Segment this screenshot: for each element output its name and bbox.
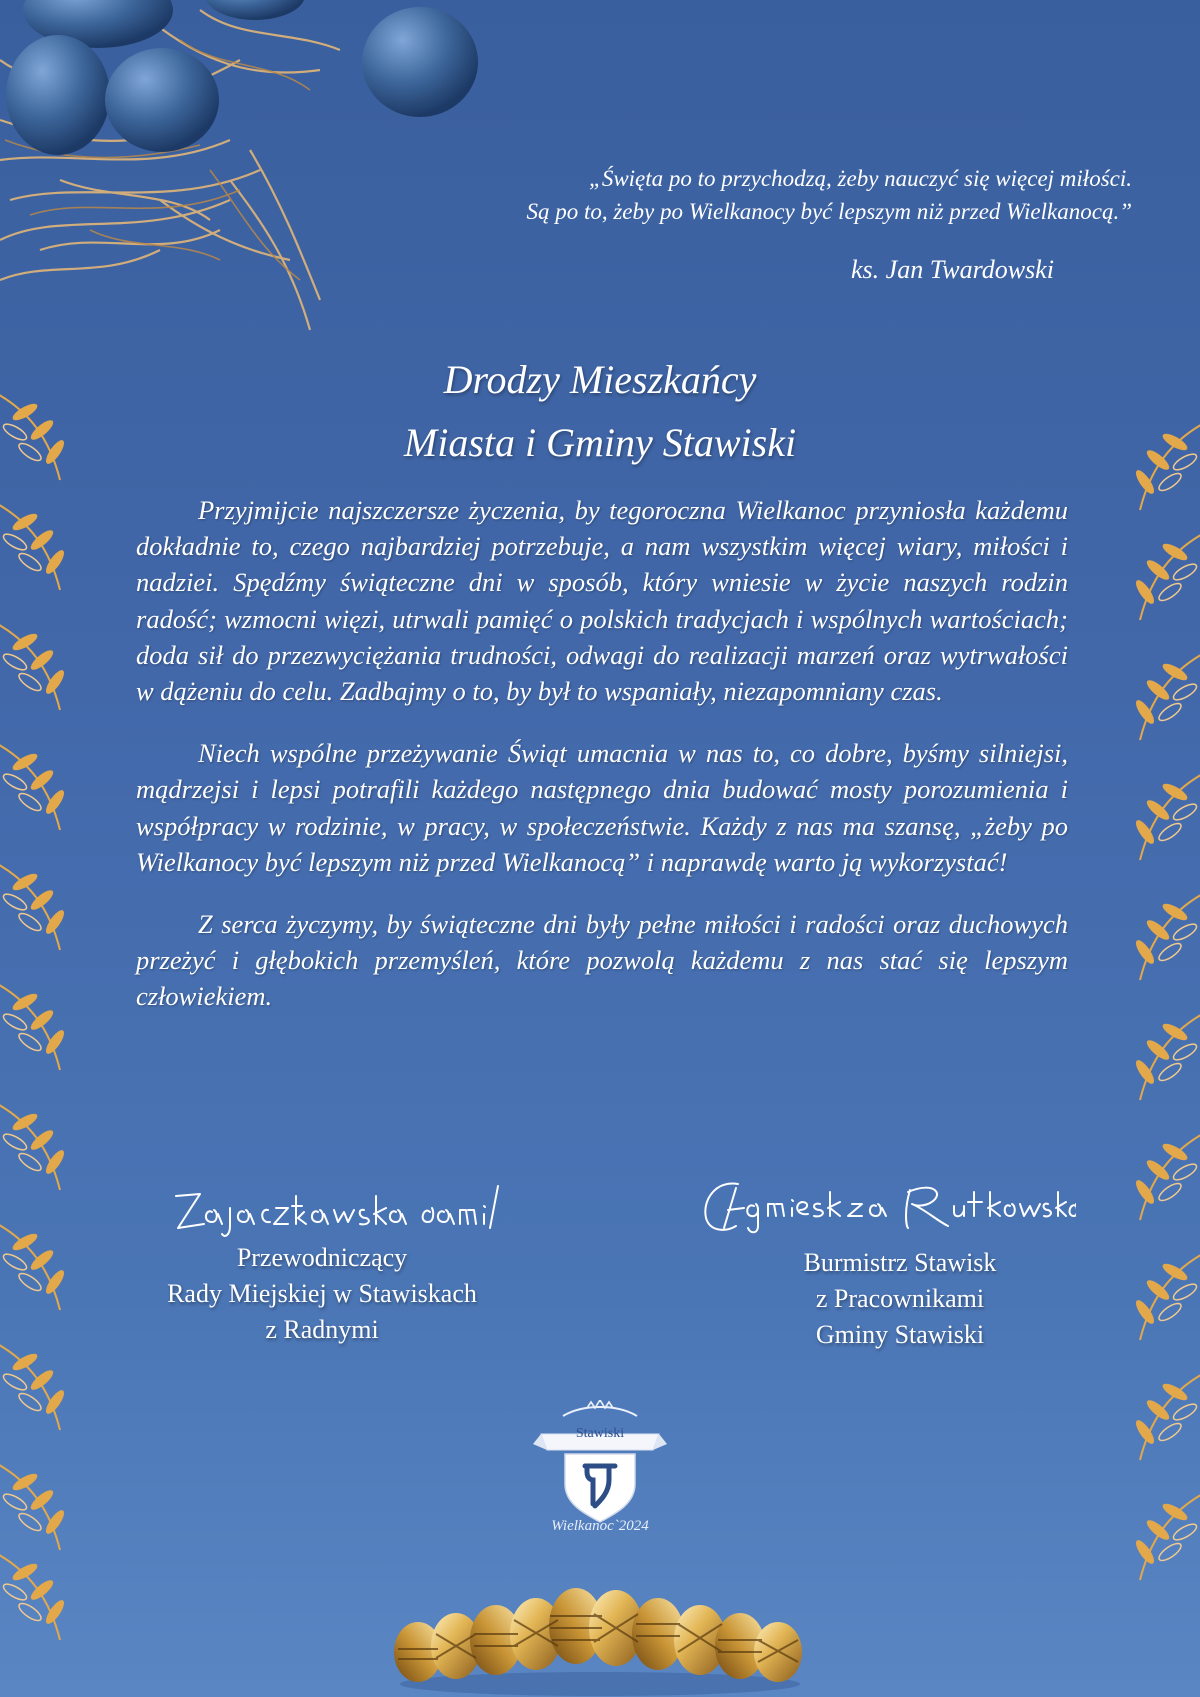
golden-leaf-branches-right-decoration xyxy=(1090,420,1200,1640)
quote-author: ks. Jan Twardowski xyxy=(851,255,1054,284)
crest-shield-icon xyxy=(533,1400,667,1532)
handwritten-signature-right xyxy=(696,1170,1076,1240)
quote-line-2: Są po to, żeby po Wielkanocy być lepszym niż przed Wielkanocą.” xyxy=(526,199,1132,224)
greeting-body xyxy=(136,492,1068,1041)
golden-leaf-branches-left-decoration xyxy=(0,390,110,1640)
signer-left-title: Przewodniczący xyxy=(236,1243,408,1272)
signer-right-with: z Pracownikami xyxy=(815,1284,985,1313)
signer-left-with: z Radnymi xyxy=(265,1315,379,1344)
greeting-heading-line-2: Miasta i Gminy Stawiski xyxy=(403,420,797,465)
crest-footer-label: Wielkanoc`2024 xyxy=(551,1518,649,1534)
crest-banner-label: Stawiski xyxy=(575,1426,625,1441)
greeting-heading-line-1: Drodzy Mieszkańcy xyxy=(443,357,757,402)
golden-easter-eggs-image xyxy=(388,1554,812,1697)
handwritten-signature-left xyxy=(168,1178,508,1244)
greeting-paragraph-1: Przyjmijcie najszczersze życzenia, by tegoroczna Wielkanoc przyniosła każdemu dokładnie to, czego najbardziej potrzebuje, a nam wszystkim więcej wiary, miłości i nadziei. Spędźmy świąteczne dni w sposób, który wniesie w życie naszych rodzin radość; wzmocni więzi, utrwali pamięć o polskich tradycjach i wspólnych wartościach; doda sił do przezwyciężania trudności, odwagi do realizacji marzeń oraz wytrwałości w dążeniu do celu. Zadbajmy o to, by był to wspaniały, niezapomniany czas. xyxy=(136,495,1068,707)
signer-right-municipality: Gminy Stawiski xyxy=(815,1320,985,1349)
quote-line-1: „Święta po to przychodzą, żeby nauczyć się więcej miłości. xyxy=(589,166,1132,191)
greeting-paragraph-3: Z serca życzymy, by świąteczne dni były pełne miłości i radości oraz duchowych przeżyć i głębokich przemyśleń, które pozwolą każdemu z nas stać się lepszym człowiekiem. xyxy=(136,909,1068,1012)
signer-right-title: Burmistrz Stawisk xyxy=(803,1248,997,1277)
signer-left-office: Rady Miejskiej w Stawiskach xyxy=(167,1279,477,1308)
signer-block-left xyxy=(122,1240,522,1348)
twardowski-quote xyxy=(232,162,1132,228)
signer-block-right xyxy=(740,1245,1060,1353)
stawiski-crest-emblem xyxy=(533,1400,667,1532)
greeting-paragraph-2: Niech wspólne przeżywanie Świąt umacnia w nas to, co dobre, byśmy silniejsi, mądrzejsi i lepsi potrafili każdego następnego dnia budować mosty porozumienia i współpracy w rodzinie, w pracy, w społeczeństwie. Każdy z nas ma szansę, „żeby po Wielkanocy być lepszym niż przed Wielkanocą” i naprawdę warto ją wykorzystać! xyxy=(136,738,1068,877)
